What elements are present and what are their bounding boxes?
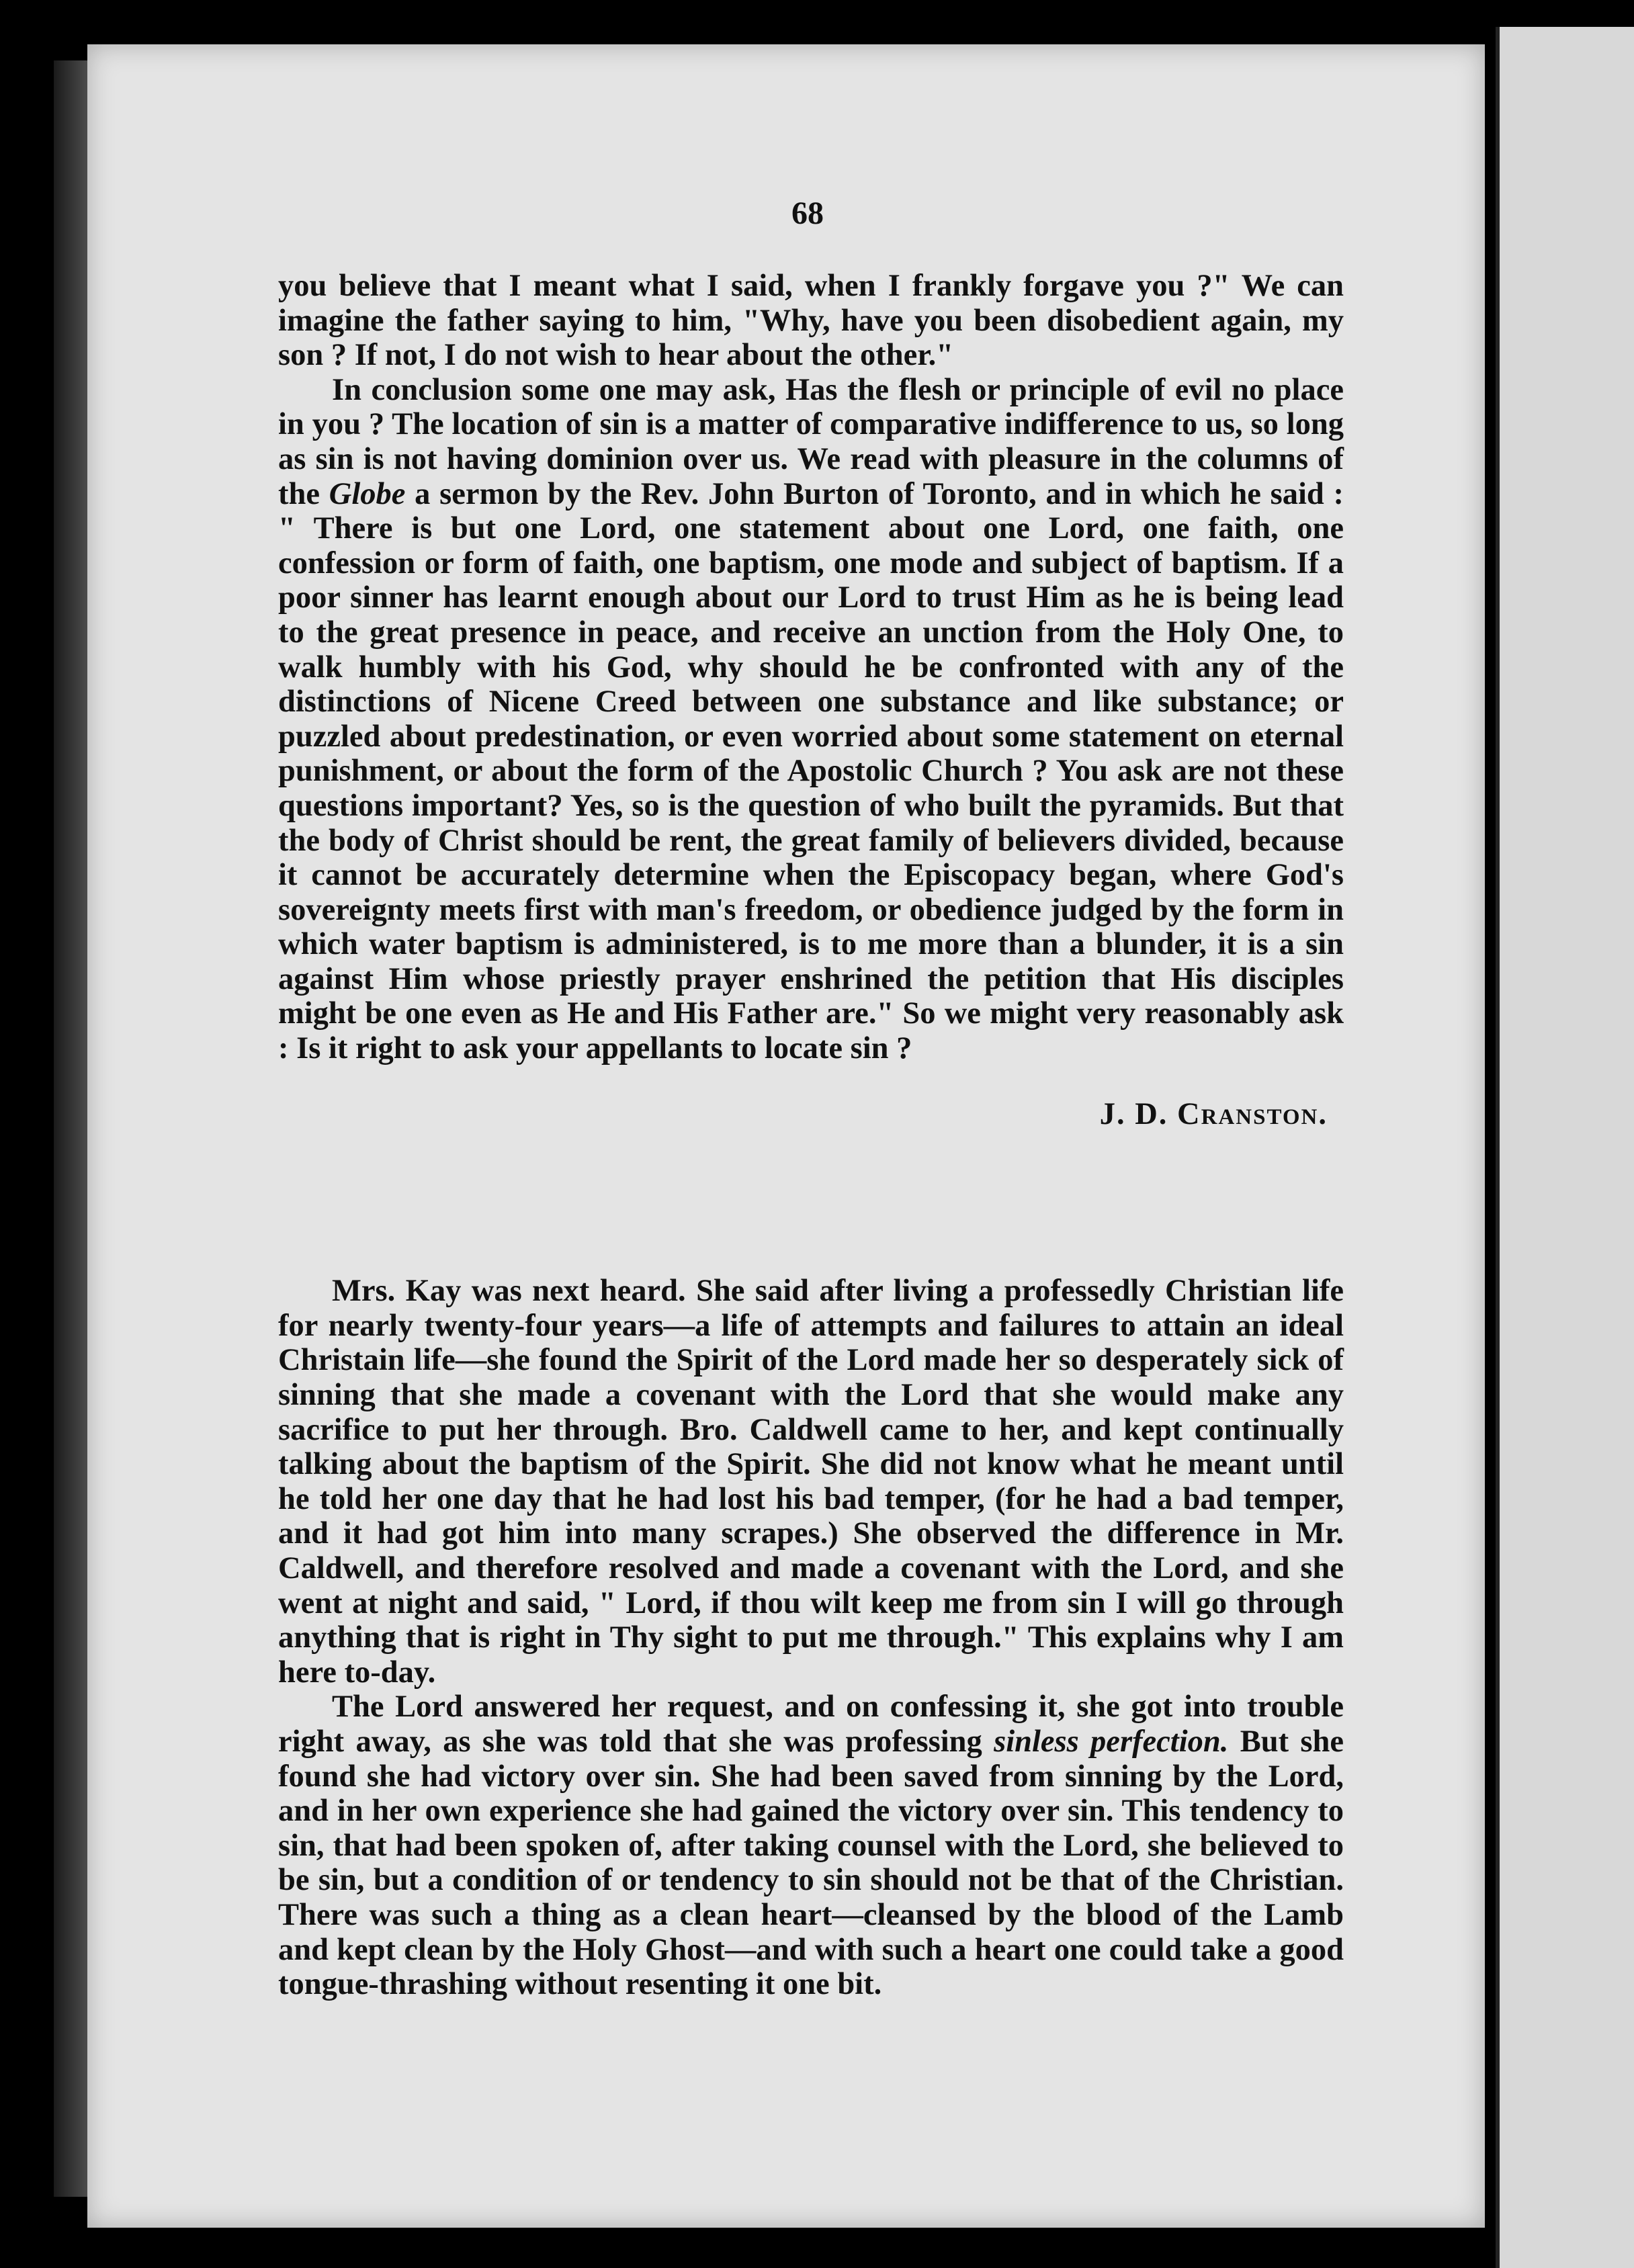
mrs-kay-paragraph: Mrs. Kay was next heard. She said after living a professedly Christian life for nearly twenty-four years—a life of attempts and failures to attain an ideal Christain life—she found the Spirit of the Lord made her so desperately sick of sinning that she made a covenant with the Lord that she would make any sacrifice to put her through. Bro. Caldwell came to her, and kept continually talking about the baptism of the Spirit. She did not know what he meant until he told her one day that he had lost his bad temper, (for he had a bad temper, and it had got him into many scrapes.) She observed the difference in Mr. Caldwell, and therefore resolved and made a covenant with the Lord, and she went at night and said, " Lord, if thou wilt keep me from sin I will go through anything that is right in Thy sight to put me through." This explains why I am here to-day. bbox=[278, 1274, 1344, 1690]
conclusion-paragraph bbox=[278, 373, 1344, 1066]
continued-paragraph: you believe that I meant what I said, when I frankly forgave you ?" We can imagine the father saying to him, "Why, have you been disobedient again, my son ? If not, I do not wish to hear about the other." bbox=[278, 269, 1344, 373]
lord-answered-text-end: But she found she had victory over sin. She had been saved from sinning by the Lord, and in her own experience she had gained the victory over sin. This tendency to sin, that had been spoken of, after taking counsel with the Lord, she believed to be sin, but a condition of or tendency to sin should not be that of the Christian. There was such a thing as a clean heart—cleansed by the blood of the Lamb and kept clean by the Holy Ghost—and with such a heart one could take a good tongue-thrashing without resenting it one bit. bbox=[278, 1724, 1344, 2002]
globe-newspaper-title: Globe bbox=[329, 476, 406, 511]
conclusion-text-start: In conclusion some one may ask, Has the flesh or principle of evil no place in you ? The location of sin is a matter of comparative indifference to us, so long as sin is not having dominion over us. We read with pleasure in the columns of the bbox=[278, 372, 1344, 511]
facing-page-edge bbox=[1496, 27, 1634, 2268]
section-gap bbox=[278, 1131, 1344, 1274]
conclusion-text-end: a sermon by the Rev. John Burton of Toronto, and in which he said : " There is but one Lord, one statement about one Lord, one faith, one confession or form of faith, one baptism, one mode and subject of baptism. If a poor sinner has learnt enough about our Lord to trust Him as he is being lead to the great presence in peace, and receive an unction from the Holy One, to walk humbly with his God, why should he be confronted with any of the distinctions of Nicene Creed between one substance and like substance; or puzzled about predestination, or even worried about some statement on eternal punishment, or about the form of the Apostolic Church ? You ask are not these questions important? Yes, so is the question of who built the pyramids. But that the body of Christ should be rent, the great family of believers divided, because it cannot be accurately determine when the Episcopacy began, where God's sovereignty meets first with man's freedom, or obedience judged by the form in which water baptism is administered, is to me more than a blunder, it is a sin against Him whose priestly prayer enshrined the petition that His disciples might be one even as He and His Father are." So we might very reasonably ask : Is it right to ask your appellants to locate sin ? bbox=[278, 476, 1344, 1066]
lord-answered-paragraph bbox=[278, 1690, 1344, 2001]
author-signature: J. D. Cranston. bbox=[1099, 1096, 1328, 1131]
page-number: 68 bbox=[791, 195, 824, 231]
lord-answered-text-start: The Lord answered her request, and on confessing it, she got into trouble right away, as she was told that she was professing bbox=[278, 1690, 1344, 1759]
page-body bbox=[278, 269, 1344, 2002]
sinless-perfection-phrase: sinless perfection. bbox=[994, 1724, 1229, 1759]
